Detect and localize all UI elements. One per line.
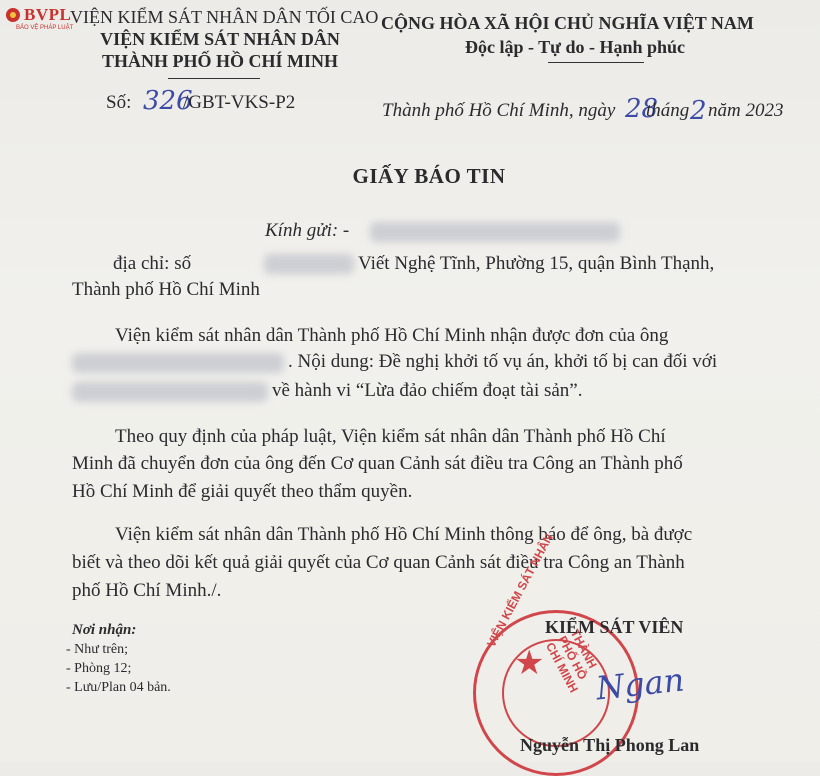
agency-parent: VIỆN KIỂM SÁT NHÂN DÂN TỐI CAO (70, 7, 379, 27)
document-title: GIẤY BÁO TIN (352, 164, 506, 188)
recipients-item-1: - Như trên; (66, 642, 129, 657)
star-icon: ★ (514, 645, 545, 682)
para3-line2: biết và theo dõi kết quả giải quyết của Cơ quan Cảnh sát điều tra Công an Thành (72, 552, 685, 573)
redacted-name (72, 353, 284, 373)
header-left-rule (168, 78, 260, 79)
agency-name: VIỆN KIỂM SÁT NHÂN DÂN (100, 29, 340, 49)
para3-line1: Viện kiểm sát nhân dân Thành phố Hồ Chí Minh thông báo để ông, bà được (115, 524, 693, 545)
seal-text-right: THÀNH PHỐ HỒ CHÍ MINH (542, 627, 600, 695)
redacted-address (264, 254, 354, 274)
para2-line2: Minh đã chuyển đơn của ông đến Cơ quan Cảnh sát điều tra Công an Thành phố (72, 453, 683, 474)
address-street: Viết Nghệ Tĩnh, Phường 15, quận Bình Thạnh, (358, 253, 715, 274)
para3-line3: phố Hồ Chí Minh./. (72, 580, 222, 601)
date-month-label: tháng (646, 100, 690, 121)
para1-line3: về hành vi “Lừa đảo chiếm đoạt tài sản”. (272, 380, 583, 401)
header-right-rule (548, 62, 644, 63)
signer-role: KIỂM SÁT VIÊN (545, 617, 684, 637)
recipient-label: Kính gửi: - (265, 220, 350, 241)
para1-line2: . Nội dung: Đề nghị khởi tố vụ án, khởi tố bị can đối với (288, 351, 718, 372)
redacted-recipient (370, 222, 620, 242)
para2-line3: Hồ Chí Minh để giải quyết theo thẩm quyền. (72, 481, 413, 502)
agency-city: THÀNH PHỐ HỒ CHÍ MINH (101, 51, 338, 71)
motto: Độc lập - Tự do - Hạnh phúc (465, 37, 686, 57)
redacted-accused (72, 382, 268, 402)
seal-text-left: VIỆN KIỂM SÁT NHÂN (484, 531, 556, 650)
recipients-item-3: - Lưu/Plan 04 bản. (66, 680, 171, 695)
recipients-item-2: - Phòng 12; (66, 661, 132, 676)
address-city: Thành phố Hồ Chí Minh (72, 279, 260, 300)
country-name: CỘNG HÒA XÃ HỘI CHỦ NGHĨA VIỆT NAM (381, 13, 754, 33)
recipients-title: Nơi nhận: (72, 622, 137, 638)
para2-line1: Theo quy định của pháp luật, Viện kiểm sát nhân dân Thành phố Hồ Chí (115, 426, 666, 447)
doc-number-handwritten: 326 (143, 86, 193, 116)
para1-line1: Viện kiểm sát nhân dân Thành phố Hồ Chí Minh nhận được đơn của ông (115, 325, 669, 346)
watermark-name: BVPL (24, 5, 72, 24)
address-label: địa chỉ: số (113, 253, 192, 274)
date-place: Thành phố Hồ Chí Minh, ngày (382, 100, 616, 121)
doc-number-prefix: Số: (106, 92, 132, 113)
date-day: 28 (625, 94, 659, 124)
signature-scribble: Ngan (594, 660, 686, 708)
date-month: 2 (690, 96, 707, 126)
watermark-subtitle: BẢO VỆ PHÁP LUẬT (16, 25, 74, 31)
doc-number-suffix: /GBT-VKS-P2 (183, 92, 296, 113)
emblem-icon (6, 8, 20, 22)
date-year: năm 2023 (708, 100, 784, 121)
signer-name: Nguyễn Thị Phong Lan (520, 735, 700, 755)
